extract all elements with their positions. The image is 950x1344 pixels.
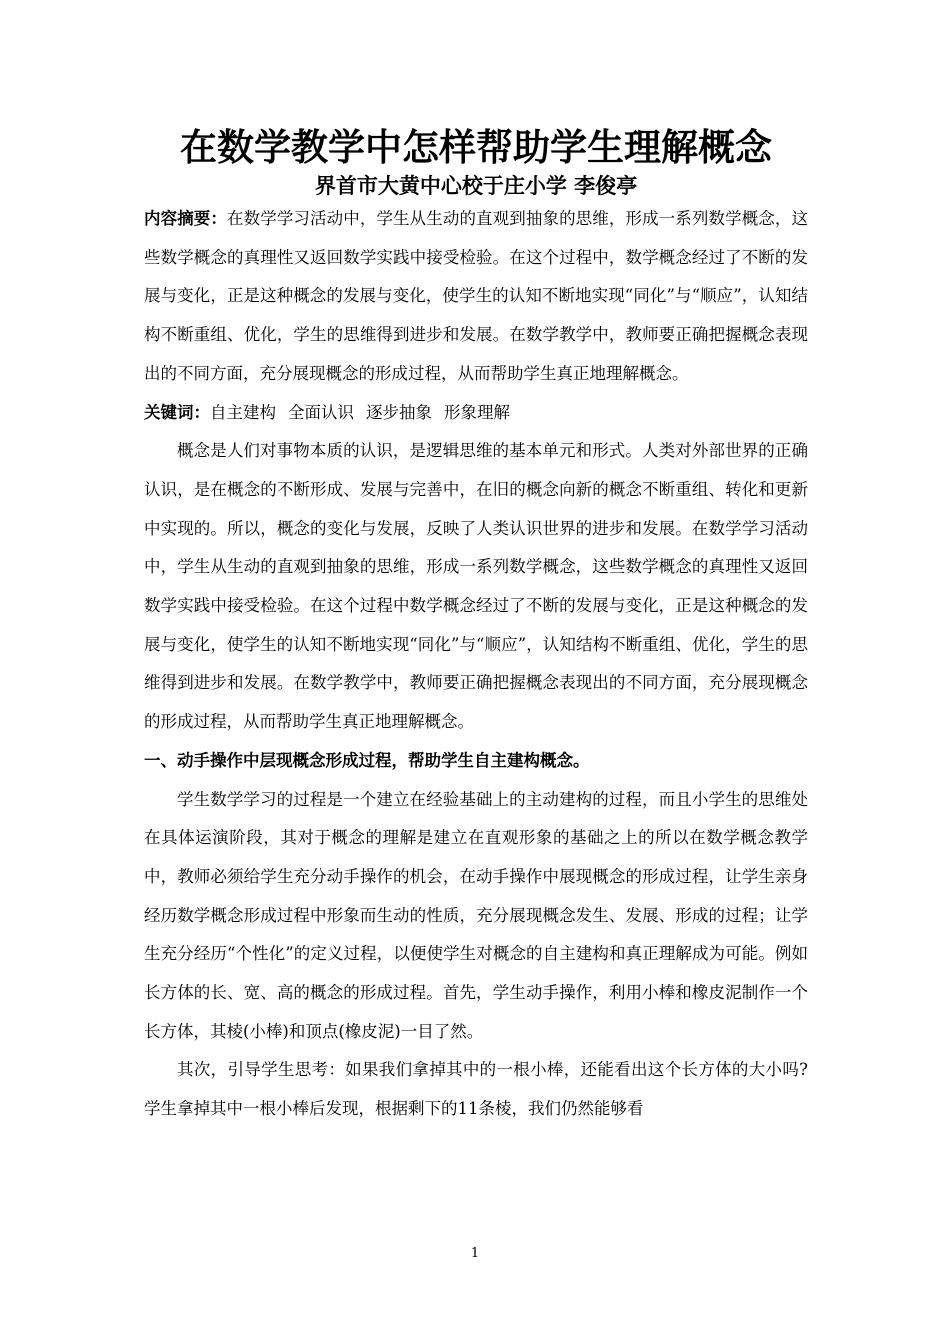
abstract-paragraph [144, 200, 808, 394]
section-heading: 一、动手操作中层现概念形成过程，帮助学生自主建构概念。 [144, 750, 590, 770]
keyword-item: 自主建构 [210, 402, 276, 422]
body-paragraph: 学生数学学习的过程是一个建立在经验基础上的主动建构的过程，而且小学生的思维处在具体运演阶段，其对于概念的理解是建立在直观形象的基础之上的所以在数学概念教学中，教师必须给学生充分动手操作的机会，在动手操作中展现概念的形成过程，让学生亲身经历数学概念形成过程中形象而生动的性质，充分展现概念发生、发展、形成的过程；让学生充分经历“个性化”的定义过程，以便使学生对概念的自主建构和真正理解成为可能。例如长方体的长、宽、高的概念的形成过程。首先，学生动手操作，利用小棒和橡皮泥制作一个长方体，其棱(小棒)和顶点(橡皮泥)一目了然。 [144, 789, 808, 1041]
keyword-item: 全面认识 [288, 402, 354, 422]
author-line: 界首市大黄中心校于庄小学 李俊亭 [314, 174, 638, 198]
abstract-text: 在数学学习活动中，学生从生动的直观到抽象的思维，形成一系列数学概念，这些数学概念的真理性又返回数学实践中接受检验。在这个过程中，数学概念经过了不断的发展与变化，正是这种概念的发展与变化，使学生的认知不断地实现“同化”与“顺应”，认知结构不断重组、优化，学生的思维得到进步和发展。在数学教学中，教师要正确把握概念表现出的不同方面，充分展现概念的形成过程，从而帮助学生真正地理解概念。 [144, 209, 809, 383]
page-content [144, 124, 808, 1129]
keywords-line [144, 394, 808, 433]
keywords-label: 关键词： [144, 402, 210, 422]
intro-paragraph: 概念是人们对事物本质的认识，是逻辑思维的基本单元和形式。人类对外部世界的正确认识，是在概念的不断形成、发展与完善中，在旧的概念向新的概念不断重组、转化和更新中实现的。所以，概念的变化与发展，反映了人类认识世界的进步和发展。在数学学习活动中，学生从生动的直观到抽象的思维，形成一系列数学概念，这些数学概念的真理性又返回数学实践中接受检验。在这个过程中数学概念经过了不断的发展与变化，正是这种概念的发展与变化，使学生的认知不断地实现“同化”与“顺应”，认知结构不断重组、优化，学生的思维得到进步和发展。在数学教学中，教师要正确把握概念表现出的不同方面，充分展现概念的形成过程，从而帮助学生真正地理解概念。 [144, 441, 808, 732]
page-number: 1 [470, 1246, 480, 1261]
keyword-item: 形象理解 [444, 402, 510, 422]
keyword-item: 逐步抽象 [366, 402, 432, 422]
body-paragraph: 其次，引导学生思考：如果我们拿掉其中的一根小棒，还能看出这个长方体的大小吗?学生拿掉其中一根小棒后发现，根据剩下的11条棱，我们仍然能够看 [144, 1060, 808, 1119]
document-title: 在数学教学中怎样帮助学生理解概念 [180, 126, 772, 169]
abstract-label: 内容摘要： [144, 209, 228, 228]
